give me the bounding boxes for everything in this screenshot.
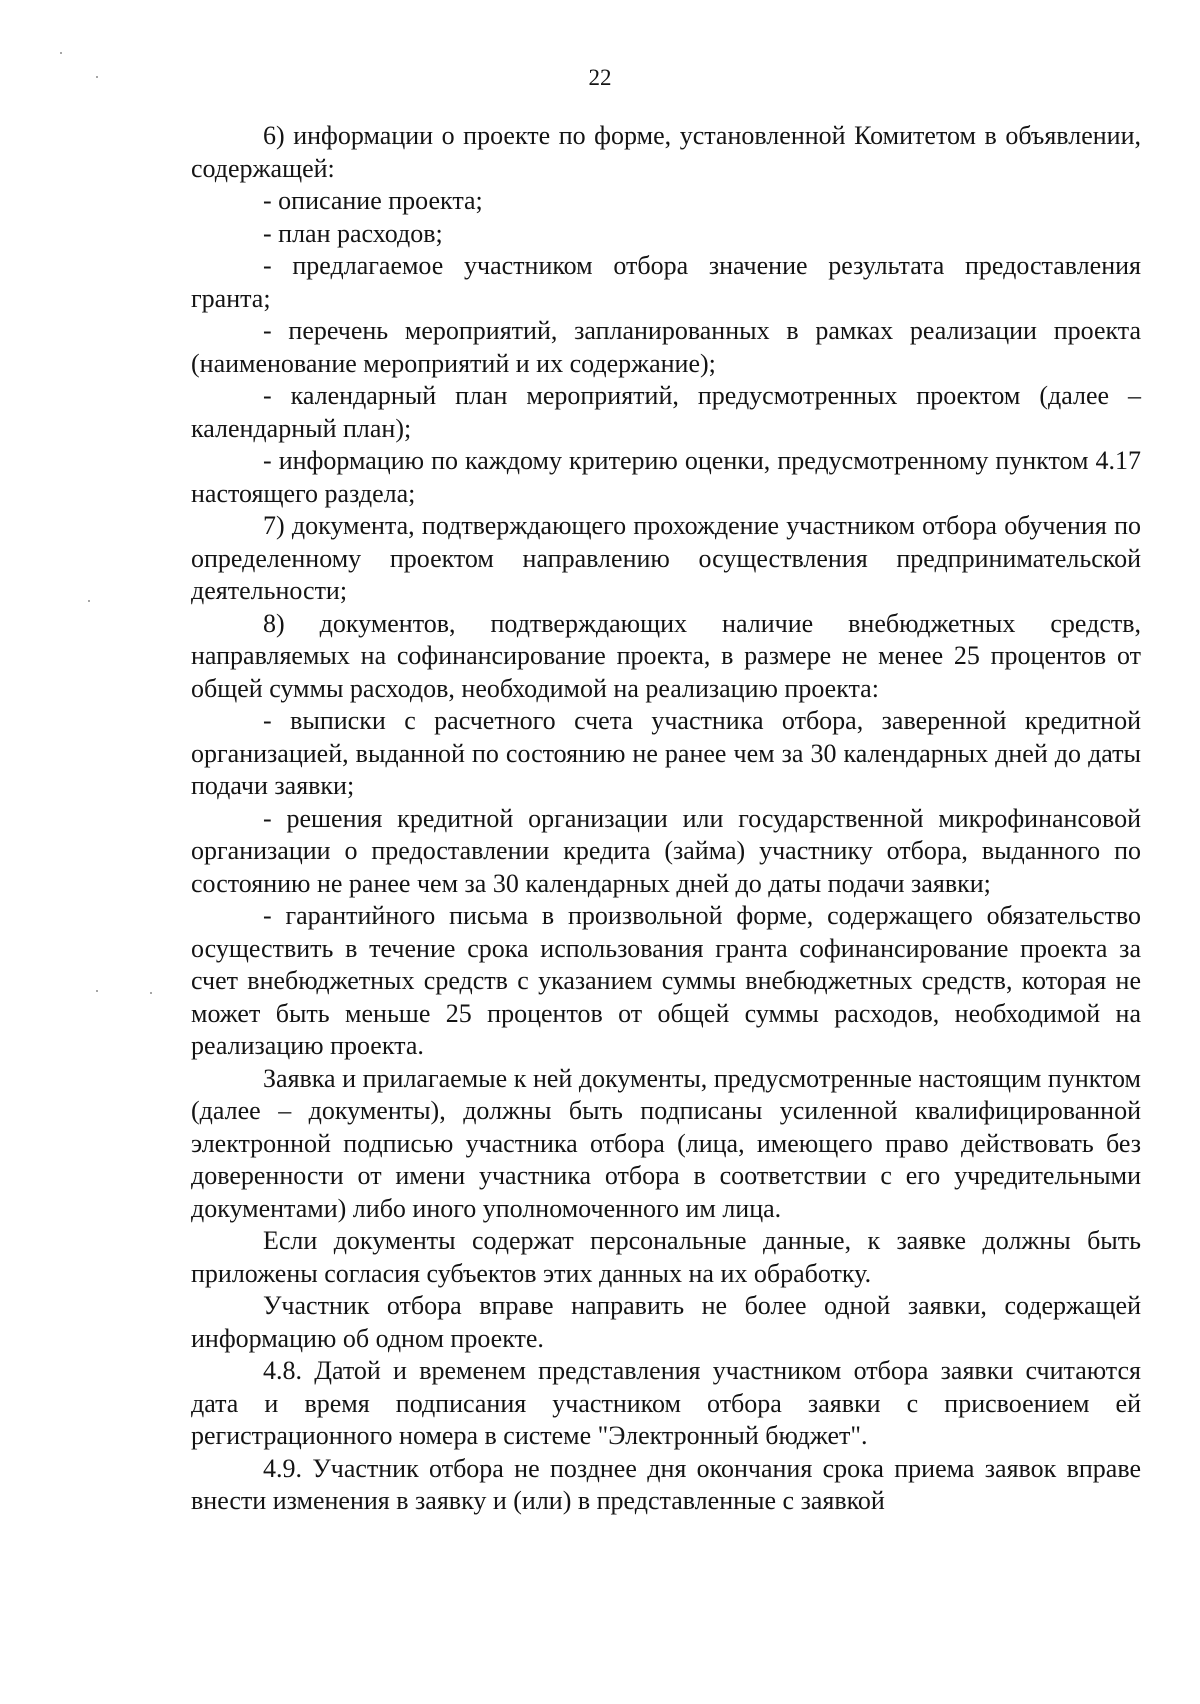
scan-speck: [96, 990, 98, 992]
paragraph-item-8-extrabudgetary-funds: 8) документов, подтверждающих наличие внебюджетных средств, направляемых на софинансирование проекта, в размере не менее 25 процентов от общей суммы расходов, необходимой на реализацию проекта:: [191, 608, 1141, 703]
paragraph-events-list: - перечень мероприятий, запланированных в рамках реализации проекта (наименование мероприятий и их содержание);: [191, 316, 1141, 378]
scan-speck: [96, 76, 98, 78]
paragraph-guarantee-letter: - гарантийного письма в произвольной форме, содержащего обязательство осуществить в течение срока использования гранта софинансирование проекта за счет внебюджетных средств с указанием суммы внебюджетных средств, которая не может быть меньше 25 процентов от общей суммы расходов, необходимой на реализацию проекта.: [191, 901, 1141, 1060]
paragraph-signature-requirement: Заявка и прилагаемые к ней документы, предусмотренные настоящим пунктом (далее – документы), должны быть подписаны усиленной квалифицированной электронной подписью участника отбора (лица, имеющего право действовать без доверенности от имени участника отбора в соответствии с его учредительными документами) либо иного уполномоченного им лица.: [191, 1063, 1141, 1223]
paragraph-personal-data: Если документы содержат персональные данные, к заявке должны быть приложены согласия субъектов этих данных на их обработку.: [191, 1226, 1141, 1288]
paragraph-calendar-plan: - календарный план мероприятий, предусмотренных проектом (далее – календарный план);: [191, 381, 1141, 443]
paragraph-criteria-info: - информацию по каждому критерию оценки, предусмотренному пунктом 4.17 настоящего раздела;: [191, 446, 1141, 508]
paragraph-section-4-8: 4.8. Датой и временем представления участником отбора заявки считаются дата и время подписания участником отбора заявки с присвоением ей регистрационного номера в системе "Электронный бюджет".: [191, 1356, 1141, 1450]
page-number: 22: [588, 65, 612, 90]
paragraph-item-6-project-info: 6) информации о проекте по форме, установленной Комитетом в объявлении, содержащей:: [191, 121, 1141, 183]
scan-speck: [60, 52, 62, 54]
paragraph-section-4-9: 4.9. Участник отбора не позднее дня окончания срока приема заявок вправе внести изменения в заявку и (или) в представленные с заявкой: [191, 1453, 1141, 1515]
scan-speck: [88, 600, 90, 602]
paragraph-item-7-training-document: 7) документа, подтверждающего прохождение участником отбора обучения по определенному проектом направлению осуществления предпринимательской деятельности;: [191, 511, 1141, 605]
scan-speck: [150, 992, 152, 994]
paragraph-credit-decision: - решения кредитной организации или государственной микрофинансовой организации о предоставлении кредита (займа) участнику отбора, выданного по состоянию не ранее чем за 30 календарных дней до даты подачи заявки;: [191, 803, 1141, 898]
paragraph-expense-plan: - план расходов;: [263, 218, 443, 248]
paragraph-single-application: Участник отбора вправе направить не более одной заявки, содержащей информацию об одном проекте.: [191, 1291, 1141, 1353]
paragraph-project-description: - описание проекта;: [263, 186, 483, 215]
document-body: [191, 120, 1141, 1518]
paragraph-result-value: - предлагаемое участником отбора значение результата предоставления гранта;: [191, 251, 1141, 313]
paragraph-bank-statement: - выписки с расчетного счета участника отбора, заверенной кредитной организацией, выданной по состоянию не ранее чем за 30 календарных дней до даты подачи заявки;: [191, 706, 1141, 800]
